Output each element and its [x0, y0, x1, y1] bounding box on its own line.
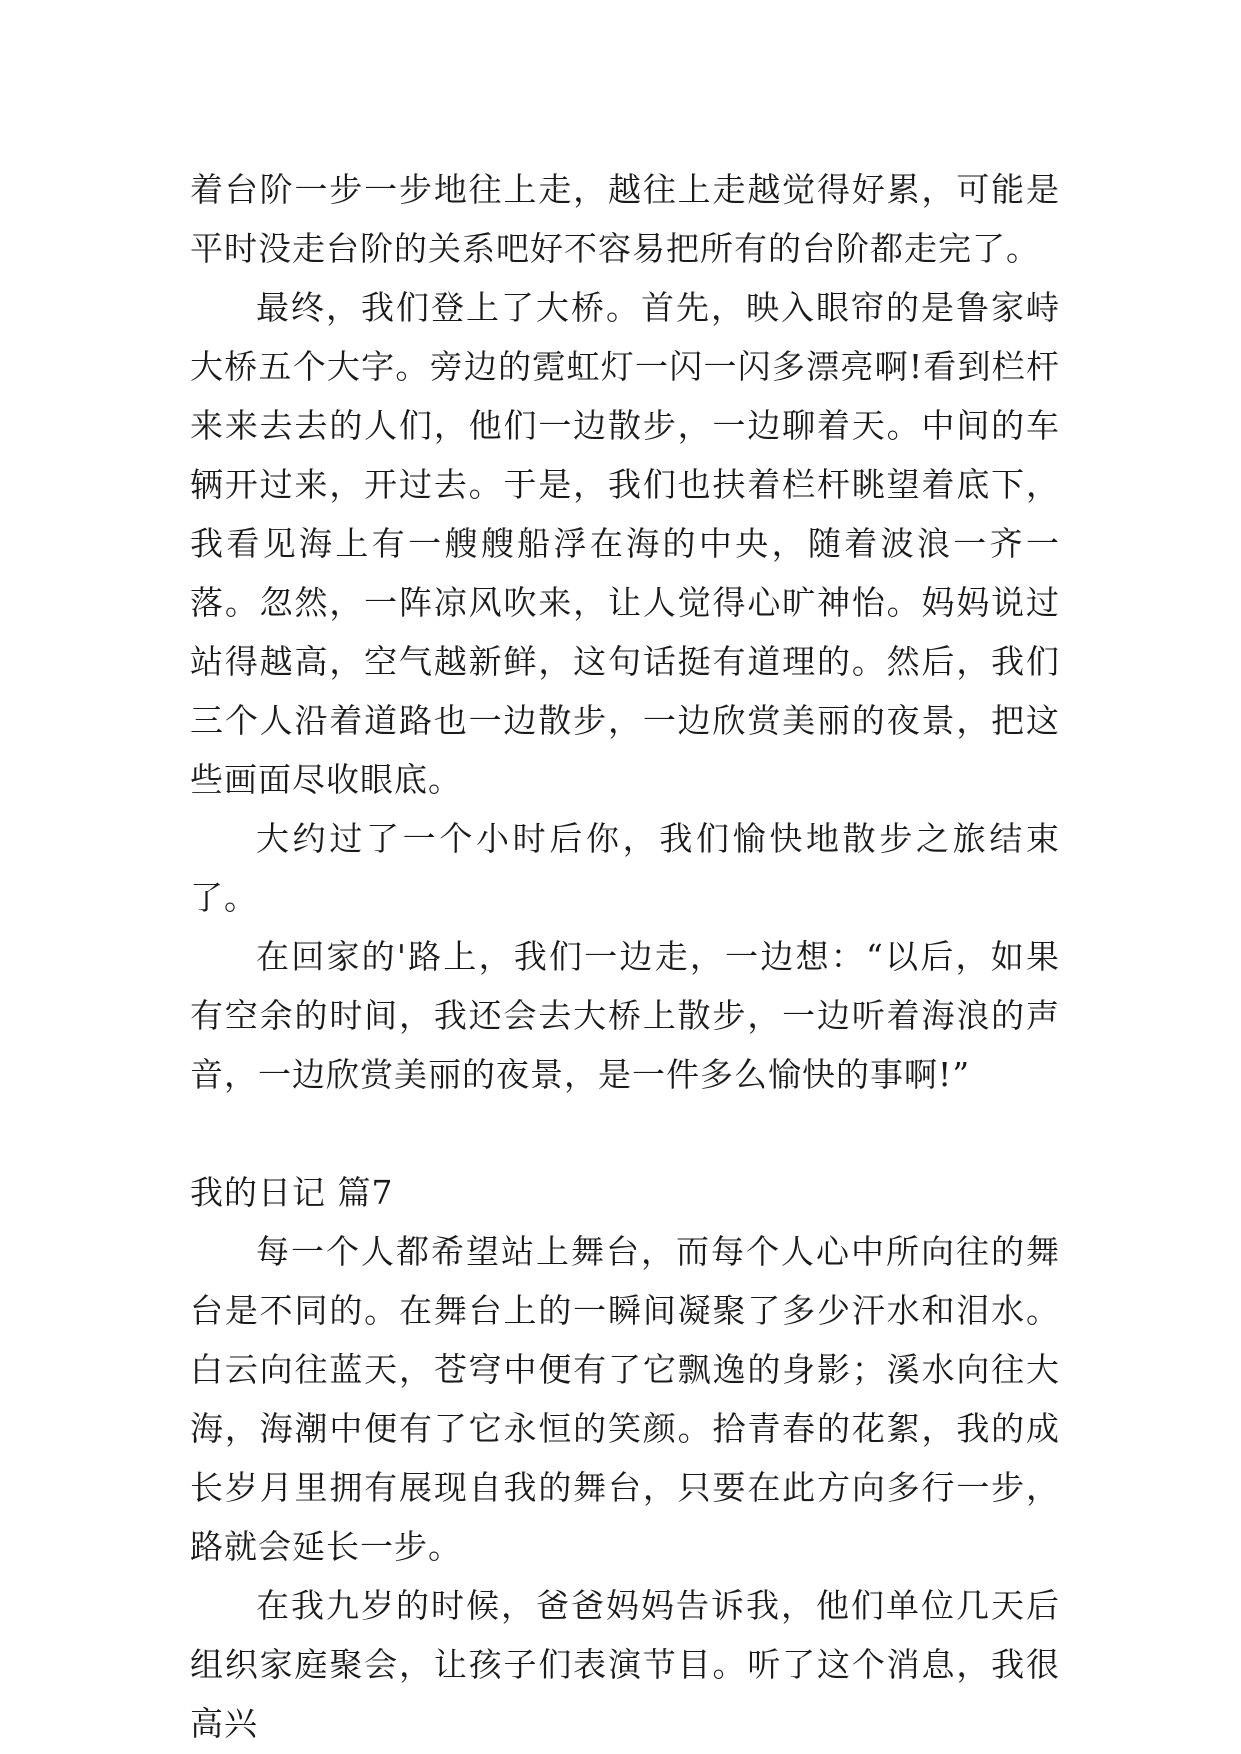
- paragraph-bridge: 最终，我们登上了大桥。首先，映入眼帘的是鲁家峙大桥五个大字。旁边的霓虹灯一闪一闪多漂亮啊!看到栏杆来来去去的人们，他们一边散步，一边聊着天。中间的车辆开过来，开过去。于是，我们也扶着栏杆眺望着底下，我看见海上有一艘艘船浮在海的中央，随着波浪一齐一落。忽然，一阵凉风吹来，让人觉得心旷神怡。妈妈说过站得越高，空气越新鲜，这句话挺有道理的。然后，我们三个人沿着道路也一边散步，一边欣赏美丽的夜景，把这些画面尽收眼底。: [190, 288, 1060, 799]
- document-body: [190, 160, 1060, 1753]
- paragraph-stairs: 着台阶一步一步地往上走，越往上走越觉得好累，可能是平时没走台阶的关系吧好不容易把所有的台阶都走完了。: [190, 170, 1060, 268]
- diary-heading: 我的日记 篇7: [190, 1173, 394, 1212]
- paragraph-stage: 每一个人都希望站上舞台，而每个人心中所向往的舞台是不同的。在舞台上的一瞬间凝聚了多少汗水和泪水。白云向往蓝天，苍穹中便有了它飘逸的身影；溪水向往大海，海潮中便有了它永恒的笑颜。拾青春的花絮，我的成长岁月里拥有展现自我的舞台，只要在此方向多行一步，路就会延长一步。: [190, 1232, 1060, 1566]
- paragraph-walk-end: 大约过了一个小时后你，我们愉快地散步之旅结束了。: [190, 819, 1060, 917]
- paragraph-nine-years-old: 在我九岁的时候，爸爸妈妈告诉我，他们单位几天后组织家庭聚会，让孩子们表演节目。听了这个消息，我很高兴: [190, 1586, 1060, 1743]
- paragraph-way-home: 在回家的'路上，我们一边走，一边想：“以后，如果有空余的时间，我还会去大桥上散步，一边听着海浪的声音，一边欣赏美丽的夜景，是一件多么愉快的事啊!”: [190, 937, 1060, 1094]
